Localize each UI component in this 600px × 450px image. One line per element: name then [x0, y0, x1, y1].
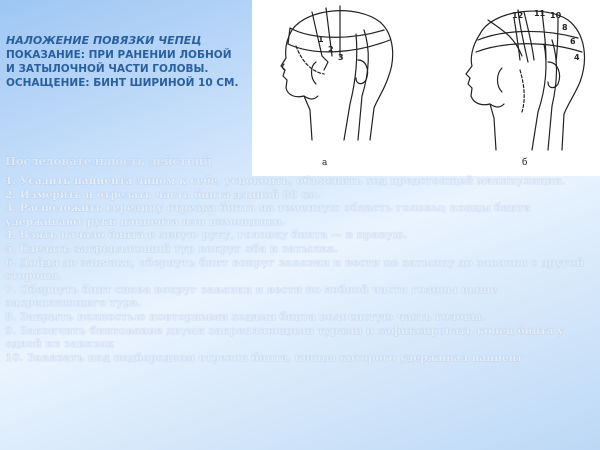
slide-title: НАЛОЖЕНИЕ ПОВЯЗКИ ЧЕПЕЦ	[6, 34, 202, 47]
head-figure-a	[281, 6, 393, 140]
bandage-number: 4	[574, 53, 580, 62]
bandage-number: 2	[328, 45, 334, 54]
steps-list	[5, 175, 595, 365]
bandage-number: 6	[570, 37, 576, 46]
figure-label-a: а	[322, 158, 328, 168]
step-item: 3. Расположить середину отрезка бинта на теменную область головы; концы бинта удерживают руки пациента или помощника.	[5, 202, 531, 228]
equipment-line: ОСНАЩЕНИЕ: БИНТ ШИРИНОЙ 10 СМ.	[6, 77, 239, 89]
step-item: 4. Взять начало бинта в левую руку, головку бинта — в правую.	[5, 229, 408, 242]
step-item: 7. Обернуть бинт снова вокруг завязки и вести по лобной части головы выше закрепляющего тура.	[5, 283, 498, 310]
step-item: 2. Измерить и отрезать часть бинта длиной 80 см.	[5, 188, 321, 201]
indication-line-1: ПОКАЗАНИЕ: ПРИ РАНЕНИИ ЛОБНОЙ	[6, 49, 232, 61]
bandage-number: 1	[318, 35, 324, 44]
bandage-number: 3	[338, 53, 344, 62]
bandage-number: 10	[550, 11, 562, 20]
bandage-number: 11	[534, 9, 546, 18]
step-item: 1. Усадить пациента лицом к себе, успокоить, объяснить ход предстоящей манипуляции.	[5, 175, 566, 187]
step-item: 6. Дойдя до завязки, обернуть бинт вокруг завязки и вести по затылку до завязки с другой стороны.	[5, 256, 584, 283]
bandage-illustration	[252, 0, 600, 176]
indication-line-2: И ЗАТЫЛОЧНОЙ ЧАСТИ ГОЛОВЫ.	[6, 63, 209, 75]
step-item: 9. Закончить бинтование двумя закрепляющими турами и зафиксировать конец бинта у одной из завязок	[5, 324, 565, 351]
step-item: 5. Сделать закрепляющий тур вокруг лба и затылка.	[5, 242, 338, 255]
bandage-number: 8	[562, 23, 568, 32]
steps-heading: Последовательность действий	[5, 154, 212, 168]
bandage-drawing	[252, 0, 600, 176]
title-block	[6, 34, 256, 90]
bandage-number: 12	[512, 11, 524, 20]
step-item: 10. Завязать под подбородком отрезок бинта, концы которого удерживал пациент	[5, 351, 523, 364]
figure-label-b: б	[522, 158, 528, 168]
step-item: 8. Закрыть полностью повторными ходами бинта волосистую часть головы.	[5, 310, 486, 323]
